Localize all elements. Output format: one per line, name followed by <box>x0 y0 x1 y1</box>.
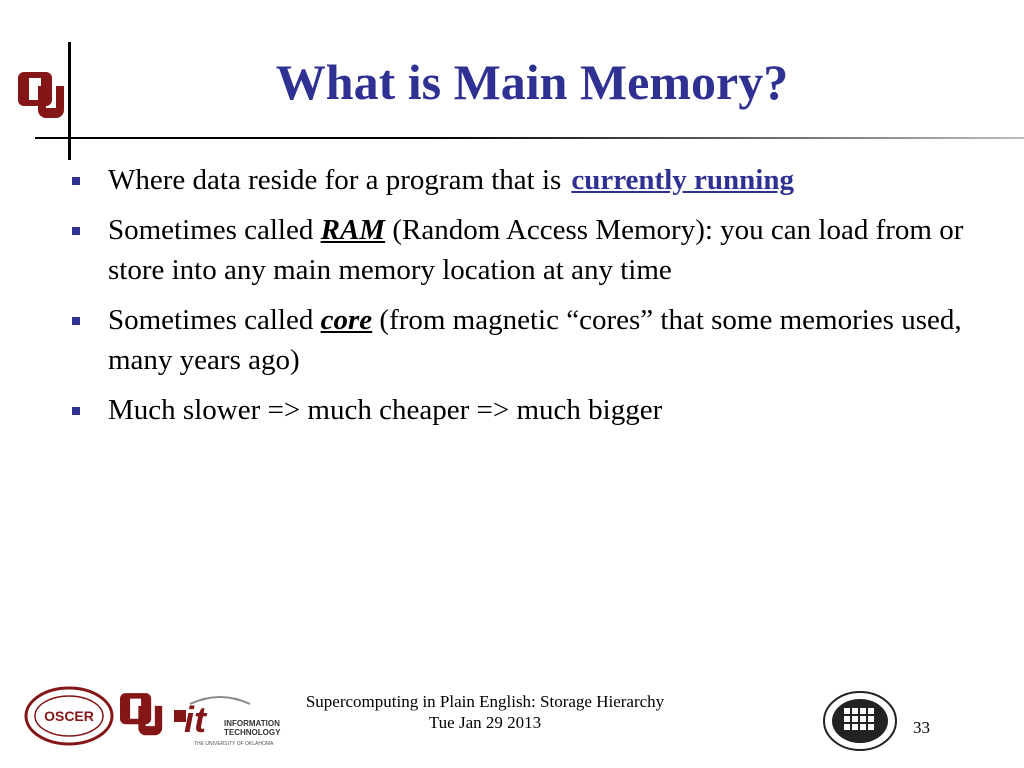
bullet-item <box>68 300 968 380</box>
bullet-text: Where data reside for a program that is <box>108 164 562 196</box>
bullet-text: (from magnetic “cores” that some memories used, many years ago) <box>108 304 962 376</box>
bullet-text: Sometimes called <box>108 214 321 246</box>
ou-footer-logo-icon <box>120 689 164 743</box>
term-ram: RAM <box>320 214 386 246</box>
it-subtext: THE UNIVERSITY OF OKLAHOMA <box>194 741 274 747</box>
slide-title: What is Main Memory? <box>275 54 789 110</box>
bullet-list <box>68 160 968 440</box>
footer-line-2: Tue Jan 29 2013 <box>428 713 542 732</box>
bullet-item <box>68 390 968 430</box>
supercomputing-logo-icon <box>822 690 898 752</box>
bullet-marker-icon <box>72 177 80 185</box>
bullet-item <box>68 210 968 290</box>
header-horizontal-rule <box>35 137 1024 139</box>
bullet-marker-icon <box>72 227 80 235</box>
bullet-text: (Random Access Memory): you can load from or store into any main memory location at any time <box>108 214 964 286</box>
bullet-text: Much slower => much cheaper => much bigger <box>108 394 663 426</box>
highlight-currently-running: currently running <box>571 164 794 196</box>
term-core: core <box>320 304 373 336</box>
it-text-line2: TECHNOLOGY <box>224 728 281 737</box>
oscer-logo-text: OSCER <box>44 708 94 724</box>
oscer-logo-icon <box>24 686 114 746</box>
it-text-line1: INFORMATION <box>224 719 280 728</box>
bullet-item <box>68 160 968 200</box>
it-letters: it <box>184 699 206 740</box>
bullet-text: Sometimes called <box>108 304 321 336</box>
bullet-marker-icon <box>72 317 80 325</box>
bullet-marker-icon <box>72 407 80 415</box>
footer-text <box>265 691 705 733</box>
page-number: 33 <box>913 718 930 737</box>
footer-line-1: Supercomputing in Plain English: Storage Hierarchy <box>305 692 665 711</box>
